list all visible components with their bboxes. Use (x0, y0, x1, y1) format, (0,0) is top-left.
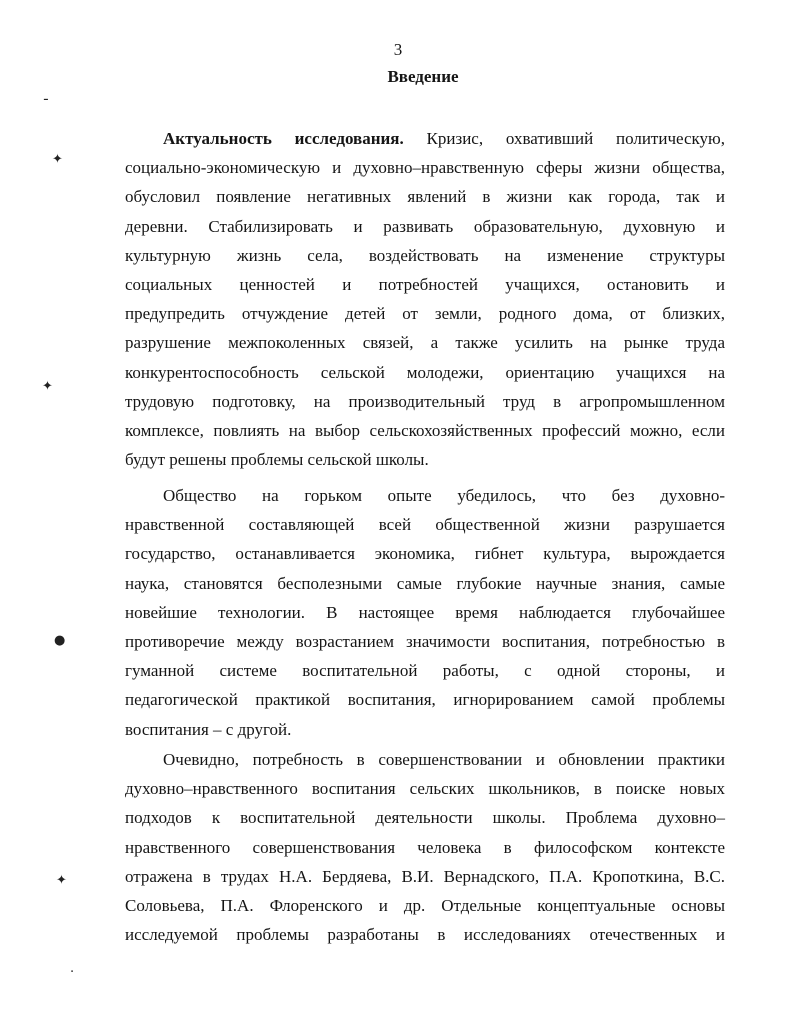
paragraph-line: наука, становятся бесполезными самые глубокие научные знания, самые (125, 573, 725, 593)
paragraph-line: Очевидно, потребность в совершенствовании и обновлении практики (163, 750, 725, 769)
paragraph-line: нравственной составляющей всей общественной жизни разрушается (125, 515, 725, 535)
section-lead: Актуальность исследования. (163, 129, 404, 148)
paragraph-line: деревни. Стабилизировать и развивать образовательную, духовную и (125, 216, 725, 236)
paragraph-line: будут решены проблемы сельской школы. (125, 450, 429, 470)
paragraph-line: социальных ценностей и потребностей учащихся, остановить и (125, 274, 725, 294)
paragraph-line: Соловьева, П.А. Флоренского и др. Отдельные концептуальные основы (125, 895, 725, 915)
scan-mark: ـ (44, 89, 48, 104)
paragraph-line: трудовую подготовку, на производительный труд в агропромышленном (125, 391, 725, 411)
paragraph-line: духовно–нравственного воспитания сельских школьников, в поиске новых (125, 779, 725, 799)
paragraph-line: гуманной системе воспитательной работы, с одной стороны, и (125, 661, 725, 681)
scan-mark: ✦ (42, 379, 53, 394)
scan-mark: ● (54, 633, 66, 648)
paragraph-line: подходов к воспитательной деятельности школы. Проблема духовно– (125, 808, 725, 828)
paragraph-line: исследуемой проблемы разработаны в исследованиях отечественных и (125, 925, 725, 945)
paragraph-line: новейшие технологии. В настоящее время наблюдается глубочайшее (125, 602, 725, 622)
paragraph-line: Актуальность исследования. Кризис, охвативший политическую, (163, 129, 725, 148)
scan-mark: ✦ (52, 152, 63, 167)
paragraph-line: предупредить отчуждение детей от земли, родного дома, от близких, (125, 304, 725, 324)
paragraph-line: конкурентоспособность сельской молодежи, ориентацию учащихся на (125, 362, 725, 382)
paragraph-line: государство, останавливается экономика, гибнет культура, вырождается (125, 544, 725, 564)
scan-mark: · (70, 965, 75, 980)
paragraph-society (125, 481, 725, 744)
paragraph-line: воспитания – с другой. (125, 719, 292, 739)
paragraph-line: противоречие между возрастанием значимости воспитания, потребностью в (125, 631, 725, 651)
page-number: 3 (393, 40, 403, 59)
paragraph-need (125, 745, 725, 949)
paragraph-relevance (125, 124, 725, 474)
scan-mark: ✦ (56, 873, 67, 888)
paragraph-line: социально-экономическую и духовно–нравственную сферы жизни общества, (125, 158, 725, 178)
paragraph-line: обусловил появление негативных явлений в жизни как города, так и (125, 187, 725, 207)
paragraph-line: педагогической практикой воспитания, игнорированием самой проблемы (125, 690, 725, 710)
paragraph-line: Общество на горьком опыте убедилось, что без духовно- (163, 486, 725, 505)
paragraph-line: культурную жизнь села, воздействовать на изменение структуры (125, 245, 725, 265)
paragraph-line: отражена в трудах Н.А. Бердяева, В.И. Вернадского, П.А. Кропоткина, В.С. (125, 866, 725, 886)
paragraph-line: нравственного совершенствования человека в философском контексте (125, 837, 725, 857)
paragraph-line: комплексе, повлиять на выбор сельскохозяйственных профессий можно, если (125, 420, 725, 440)
page-title: Введение (387, 67, 459, 86)
paragraph-line: разрушение межпоколенных связей, а также усилить на рынке труда (125, 333, 725, 353)
